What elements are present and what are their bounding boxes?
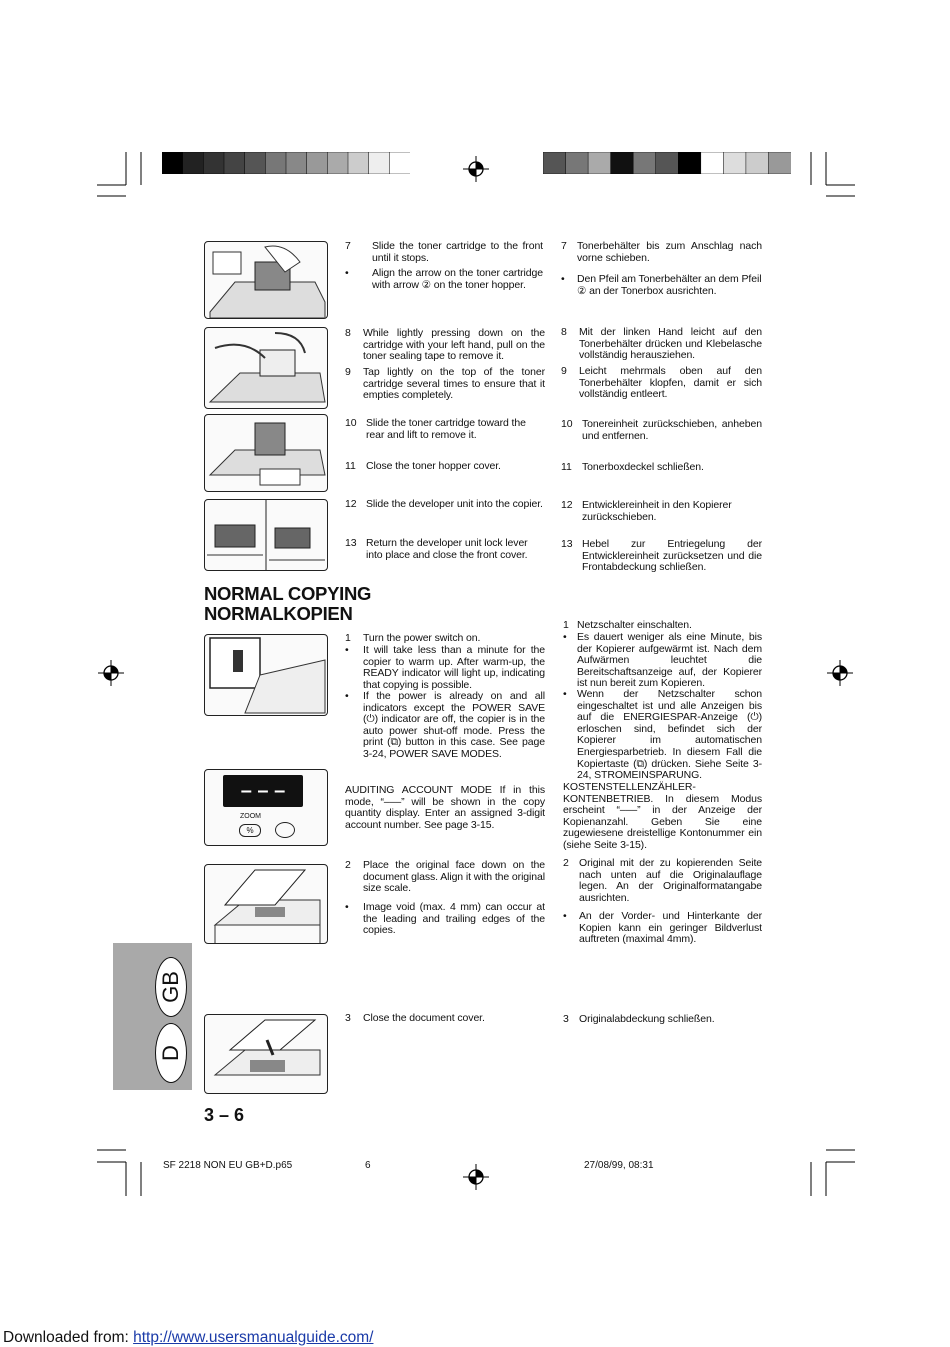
tab-gb: GB [155,957,187,1017]
color-patch [746,152,769,174]
step-10-en: 10 Slide the toner cartridge toward the rear and lift to remove it. [345,417,526,441]
color-strip-right [543,152,791,174]
color-patch [389,152,410,174]
copy-quantity-display: – – – [240,780,286,802]
page-number: 3 – 6 [204,1105,245,1125]
step-8-de: 8 Mit der linken Hand leicht auf den Tonerbehälter drücken und Klebelasche vollständig herausziehen. [561,326,762,362]
download-source [3,1329,373,1347]
section-title-de: NORMALKOPIEN [204,603,353,624]
ok-button-icon [275,822,295,838]
step-13-de: 13 Hebel zur Entriegelung der Entwicklereinheit zurücksetzen und die Frontabdeckung schließen. [561,538,762,574]
zoom-label: ZOOM [240,813,261,820]
copy-bullet-warmup-de: • Es dauert weniger als eine Minute, bis der Kopierer aufgewärmt ist. Nach dem Aufwärmen leuchtet die Bereitschaftsanzeige auf, der Kopierer ist nun bereit zum Kopieren. [563,631,762,690]
copy-step-3-en: 3 Close the document cover. [345,1012,485,1024]
color-patch [307,152,328,174]
color-patch [245,152,266,174]
illustration-power-switch [204,634,328,716]
color-patch [633,152,656,174]
color-patch [162,152,183,174]
color-patch [183,152,204,174]
crosshair-left-icon [98,660,124,686]
auditing-mode-de: KOSTENSTELLENZÄHLER-KONTENBETRIEB. In diesem Modus erscheint “–––” in der Anzeige der Kopienanzahl. Geben Sie eine zugewiesene dreistellige Kontonummer ein (siehe Seite 3-15). [563,781,762,851]
step-11-de: 11 Tonerboxdeckel schließen. [561,461,704,473]
footer-page: 6 [365,1160,371,1171]
color-patch [611,152,634,174]
color-patch [678,152,701,174]
auditing-mode-en: AUDITING ACCOUNT MODE If in this mode, “–––” will be shown in the copy quantity display. Enter an assigned 3-digit account number. See page 3-15. [345,784,545,831]
copy-step-2-en: 2 Place the original face down on the document glass. Align it with the original size scale. [345,859,545,895]
color-patch [369,152,390,174]
color-patch [224,152,245,174]
footer-date: 27/08/99, 08:31 [584,1160,654,1171]
step-13-en: 13 Return the developer unit lock lever into place and close the front cover. [345,537,528,561]
illustration-toner-tape-removal [204,327,328,409]
color-patch [588,152,611,174]
copy-bullet-powersave-de: • Wenn der Netzschalter schon eingeschaltet ist und alle Anzeigen bis auf die ENERGIESPAR-Anzeige (⏻) erloschen sind, befindet sich der Kopierer im automatischen Energiesparbetrieb. In diesem Fall die Kopiertaste (⧉) drücken. Siehe Seite 3-24, STROMEINSPARUNG. [563,688,762,782]
illustration-close-cover [204,1014,328,1094]
color-strip-left [162,152,410,174]
step-7-en: 7 Slide the toner cartridge to the front until it stops. [345,240,543,264]
color-patch [566,152,589,174]
step-7-bullet-de: • Den Pfeil am Tonerbehälter an dem Pfeil ② an der Tonerbox ausrichten. [561,273,762,297]
copy-step-3-de: 3 Originalabdeckung schließen. [563,1013,715,1025]
tab-d: D [155,1023,187,1083]
step-7-de: 7 Tonerbehälter bis zum Anschlag nach vorne schieben. [561,240,762,264]
step-7-bullet-en: • Align the arrow on the toner cartridge with arrow ② on the toner hopper. [345,267,543,291]
download-label: Downloaded from: [3,1329,134,1346]
step-12-en: 12 Slide the developer unit into the copier. [345,498,543,510]
copy-step-2-de: 2 Original mit der zu kopierenden Seite nach unten auf die Originalauflage legen. An der Originalformatangabe ausrichten. [563,857,762,904]
footer-filename: SF 2218 NON EU GB+D.p65 [163,1160,293,1171]
color-patch [348,152,369,174]
language-sidebar [113,943,192,1090]
illustration-developer-unit [204,499,328,571]
color-patch [656,152,679,174]
crosshair-top-icon [463,156,489,182]
step-9-en: 9 Tap lightly on the top of the toner cartridge several times to ensure that it empties completely. [345,366,545,402]
illustration-toner-slide-front [204,241,328,319]
color-patch [286,152,307,174]
step-12-de: 12 Entwicklereinheit in den Kopierer zurückschieben. [561,499,732,523]
step-9-de: 9 Leicht mehrmals oben auf den Tonerbehälter klopfen, damit er sich vollständig entleert. [561,365,762,401]
step-11-en: 11 Close the toner hopper cover. [345,460,501,472]
section-title-en: NORMAL COPYING [204,583,372,604]
copy-step-1-en: 1 Turn the power switch on. [345,632,481,644]
illustration-toner-lift-out [204,414,328,492]
color-patch [265,152,286,174]
download-link[interactable]: http://www.usersmanualguide.com/ [133,1329,374,1346]
color-patch [203,152,224,174]
color-patch [768,152,791,174]
color-patch [701,152,724,174]
crosshair-right-icon [827,660,853,686]
illustration-original-on-glass [204,864,328,944]
step-8-en: 8 While lightly pressing down on the cartridge with your left hand, pull on the toner sealing tape to remove it. [345,327,545,363]
copy-bullet-powersave-en: • If the power is already on and all indicators except the POWER SAVE (⏻) indicator are off, the copier is in the auto power shut-off mode. Press the print (⧉) button in this case. See page 3-24, POWER SAVE MODES. [345,690,545,760]
copy-bullet-imagevoid-en: • Image void (max. 4 mm) can occur at the leading and trailing edges of the copies. [345,901,545,937]
copy-bullet-imagevoid-de: • An der Vorder- und Hinterkante der Kopien kann ein geringer Bildverlust auftreten (maximal 4mm). [563,910,762,946]
step-10-de: 10 Tonereinheit zurückschieben, anheben und entfernen. [561,418,762,442]
color-patch [723,152,746,174]
copy-bullet-warmup-en: • It will take less than a minute for the copier to warm up. After warm-up, the READY indicator will light up, indicating that copying is possible. [345,644,545,691]
illustration-control-panel [204,769,328,846]
color-patch [327,152,348,174]
color-patch [543,152,566,174]
copy-step-1-de: 1 Netzschalter einschalten. [563,619,692,631]
zoom-button: % [239,824,261,837]
crosshair-bottom-icon [463,1164,489,1190]
